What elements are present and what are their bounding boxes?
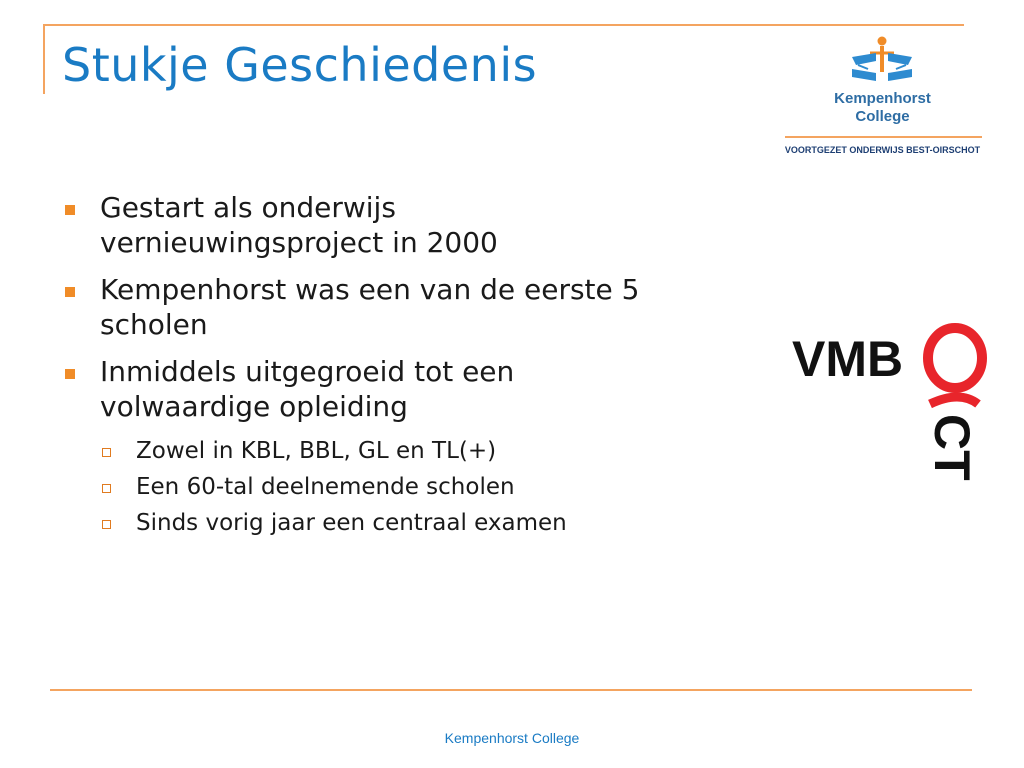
- footer-text: Kempenhorst College: [444, 730, 580, 746]
- vmbo-logo-part2: CT: [924, 414, 980, 481]
- vmbo-ict-logo: [790, 322, 990, 502]
- square-bullet-icon: [65, 369, 75, 379]
- frame-left-border: [43, 24, 45, 94]
- logo-tagline: VOORTGEZET ONDERWIJS BEST-OIRSCHOT: [784, 145, 981, 155]
- sub-bullet-text: Zowel in KBL, BBL, GL en TL(+): [136, 438, 497, 464]
- slide-content: [60, 190, 680, 544]
- frame-top-border: [43, 24, 964, 26]
- square-bullet-icon: [65, 205, 75, 215]
- logo-name: [780, 90, 985, 126]
- kempenhorst-logo: [780, 35, 985, 160]
- bullet-item: [60, 190, 680, 260]
- sub-bullet-item: [60, 436, 680, 466]
- square-bullet-icon: [65, 287, 75, 297]
- sub-bullet-text: Een 60-tal deelnemende scholen: [136, 474, 515, 500]
- bullet-text: Kempenhorst was een van de eerste 5 scholen: [100, 273, 640, 341]
- bullet-item: [60, 272, 680, 342]
- red-o-icon: [928, 328, 982, 388]
- hollow-square-bullet-icon: [102, 520, 111, 529]
- bullet-text: Inmiddels uitgegroeid tot een volwaardige opleiding: [100, 355, 515, 423]
- footer-divider: [50, 689, 972, 691]
- logo-name-line2: College: [855, 108, 910, 125]
- logo-name-line1: Kempenhorst: [834, 90, 931, 107]
- bullet-item: [60, 354, 680, 424]
- sub-bullet-item: [60, 472, 680, 502]
- sub-bullet-text: Sinds vorig jaar een centraal examen: [136, 510, 567, 536]
- bullet-text: Gestart als onderwijs vernieuwingsproject in 2000: [100, 191, 498, 259]
- vmbo-logo-part1: VMB: [792, 331, 904, 387]
- hollow-square-bullet-icon: [102, 448, 111, 457]
- school-emblem-icon: [780, 35, 985, 91]
- slide-title: Stukje Geschiedenis: [62, 38, 538, 92]
- sub-bullet-item: [60, 508, 680, 538]
- hollow-square-bullet-icon: [102, 484, 111, 493]
- red-bracket-icon: [930, 397, 978, 404]
- logo-divider: [785, 136, 982, 138]
